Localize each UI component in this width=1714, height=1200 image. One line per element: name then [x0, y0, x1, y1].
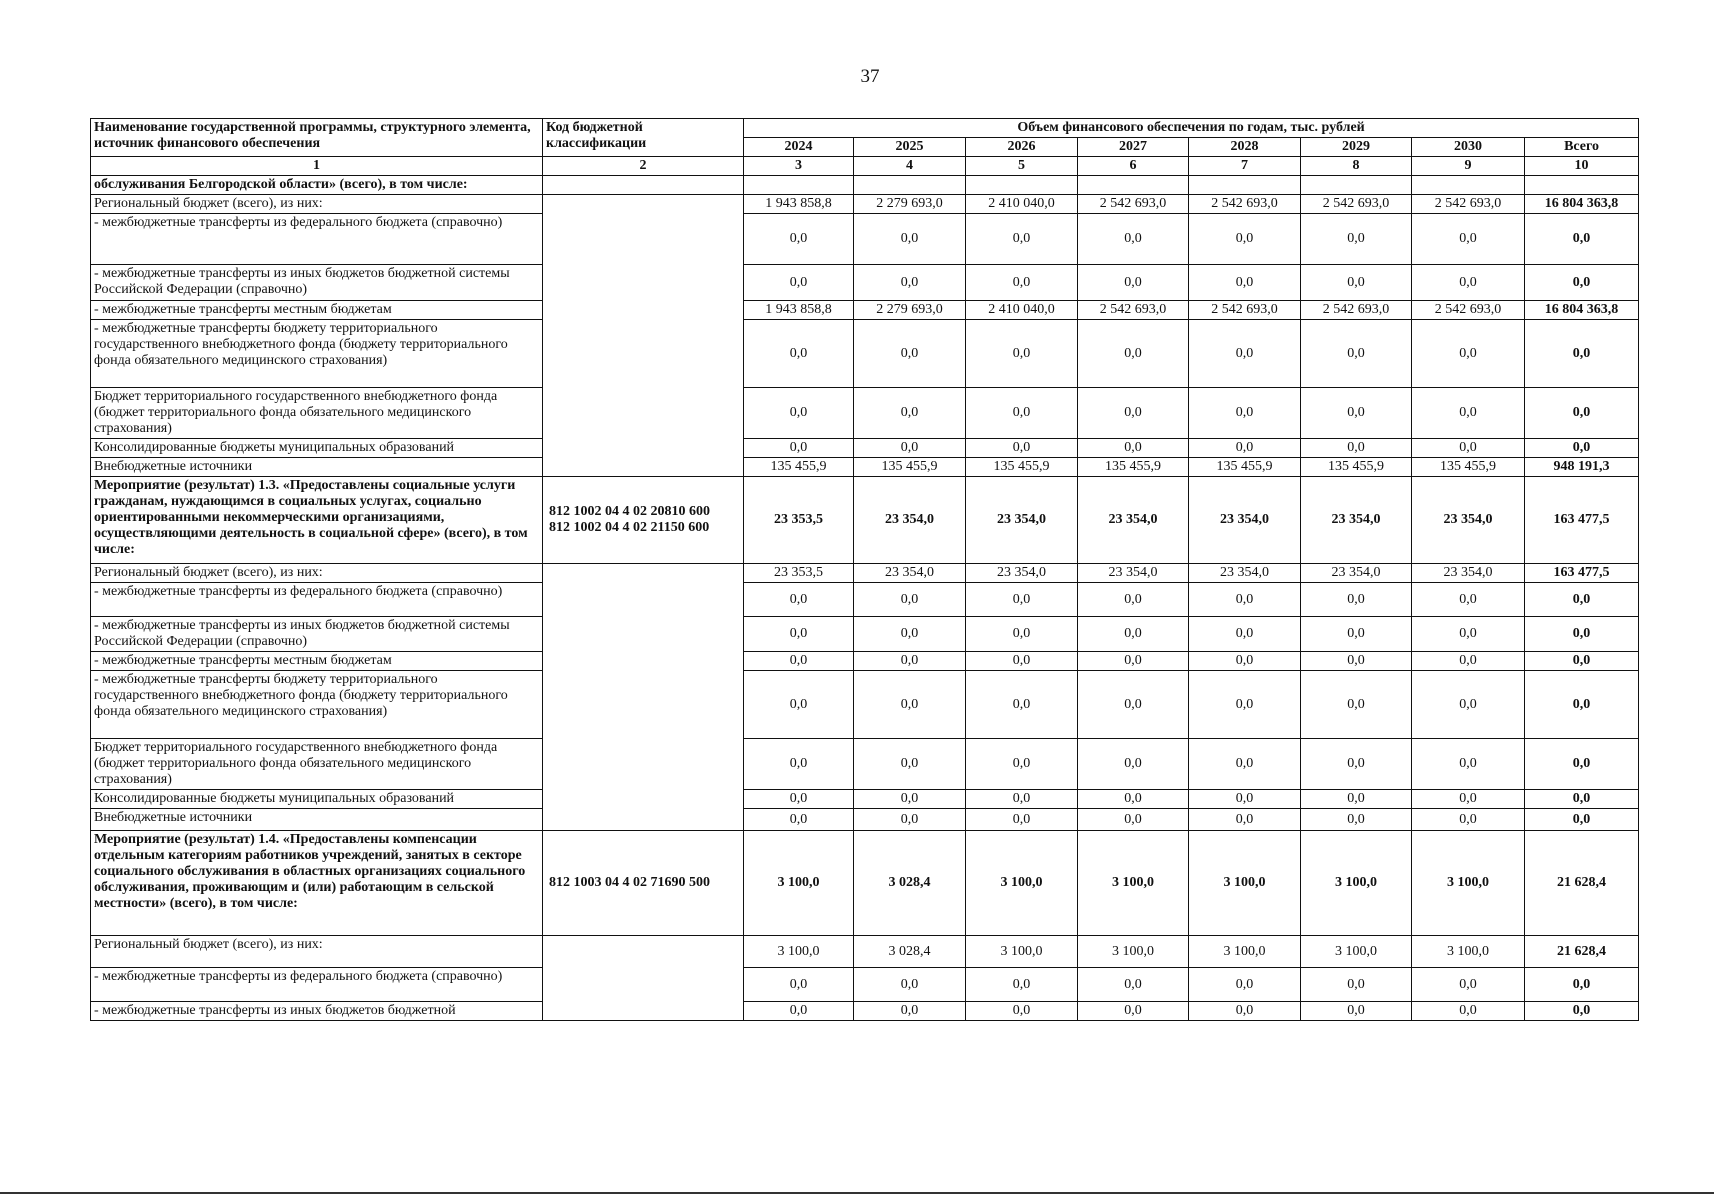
value-cell: 2 542 693,0 — [1189, 195, 1301, 214]
value-cell: 2 279 693,0 — [854, 301, 966, 320]
value-cell: 135 455,9 — [1412, 458, 1525, 477]
value-cell: 0,0 — [966, 265, 1078, 301]
value-cell: 0,0 — [1301, 968, 1412, 1002]
value-cell: 0,0 — [1078, 265, 1189, 301]
value-cell: 1 943 858,8 — [744, 301, 854, 320]
budget-code: 812 1002 04 4 02 21150 600 — [549, 520, 710, 535]
value-cell: 0,0 — [1189, 1002, 1301, 1021]
value-cell: 23 354,0 — [1189, 477, 1301, 564]
value-cell: 0,0 — [744, 652, 854, 671]
column-index: 2 — [543, 157, 744, 176]
row-label: - межбюджетные трансферты из иных бюджетов бюджетной — [91, 1002, 543, 1021]
value-cell: 3 028,4 — [854, 936, 966, 968]
value-cell: 0,0 — [854, 265, 966, 301]
table-row — [91, 564, 1639, 583]
table-row — [91, 671, 1639, 739]
value-cell: 3 100,0 — [744, 936, 854, 968]
budget-code-cell — [543, 477, 744, 564]
value-cell: 0,0 — [1412, 1002, 1525, 1021]
value-cell: 23 354,0 — [966, 564, 1078, 583]
table-row — [91, 790, 1639, 809]
financing-table — [90, 118, 1639, 1021]
column-index: 7 — [1189, 157, 1301, 176]
table-row — [91, 320, 1639, 388]
row-label: Бюджет территориального государственного внебюджетного фонда (бюджет территориального фонда обязательного медицинского страхования) — [91, 388, 543, 439]
value-cell: 0,0 — [854, 214, 966, 265]
total-cell: 0,0 — [1525, 968, 1639, 1002]
total-cell: 163 477,5 — [1525, 477, 1639, 564]
value-cell: 0,0 — [1412, 652, 1525, 671]
empty-cell — [966, 176, 1078, 195]
total-cell: 16 804 363,8 — [1525, 195, 1639, 214]
value-cell: 0,0 — [1189, 214, 1301, 265]
row-label: Бюджет территориального государственного внебюджетного фонда (бюджет территориального фонда обязательного медицинского страхования) — [91, 739, 543, 790]
value-cell: 135 455,9 — [854, 458, 966, 477]
value-cell: 3 100,0 — [1301, 936, 1412, 968]
value-cell: 0,0 — [1189, 320, 1301, 388]
code-cell-empty — [543, 936, 744, 1021]
value-cell: 0,0 — [744, 320, 854, 388]
value-cell: 0,0 — [744, 671, 854, 739]
value-cell: 0,0 — [1412, 968, 1525, 1002]
value-cell: 0,0 — [1412, 809, 1525, 831]
section-title-row — [91, 477, 1639, 564]
value-cell: 0,0 — [1189, 652, 1301, 671]
value-cell: 0,0 — [854, 583, 966, 617]
value-cell: 0,0 — [744, 739, 854, 790]
table-row — [91, 968, 1639, 1002]
table-row — [91, 301, 1639, 320]
section-title: Мероприятие (результат) 1.3. «Предоставлены социальные услуги гражданам, нуждающимся в социальных услугах, социально ориентированными некоммерческими организациями, осуществляющими деятельность в социальной сфере» (всего), в том числе: — [91, 477, 543, 564]
empty-cell — [1301, 176, 1412, 195]
value-cell: 2 542 693,0 — [1301, 301, 1412, 320]
total-cell: 948 191,3 — [1525, 458, 1639, 477]
table-row — [91, 439, 1639, 458]
value-cell: 0,0 — [1078, 809, 1189, 831]
value-cell: 0,0 — [1412, 617, 1525, 652]
value-cell: 0,0 — [854, 1002, 966, 1021]
value-cell: 3 100,0 — [1301, 831, 1412, 936]
value-cell: 0,0 — [1301, 652, 1412, 671]
code-cell-empty — [543, 176, 744, 195]
value-cell: 0,0 — [1412, 265, 1525, 301]
column-index: 9 — [1412, 157, 1525, 176]
value-cell: 0,0 — [744, 617, 854, 652]
row-label: Внебюджетные источники — [91, 458, 543, 477]
value-cell: 0,0 — [854, 439, 966, 458]
value-cell: 0,0 — [1078, 214, 1189, 265]
value-cell: 0,0 — [1189, 671, 1301, 739]
row-label: - межбюджетные трансферты из иных бюджетов бюджетной системы Российской Федерации (справочно) — [91, 265, 543, 301]
header-code-column: Код бюджетной классификации — [543, 119, 744, 157]
table-row — [91, 739, 1639, 790]
value-cell: 0,0 — [1301, 617, 1412, 652]
value-cell: 0,0 — [744, 439, 854, 458]
column-index: 6 — [1078, 157, 1189, 176]
column-index-row — [91, 157, 1639, 176]
value-cell: 23 354,0 — [1078, 477, 1189, 564]
value-cell: 135 455,9 — [744, 458, 854, 477]
value-cell: 0,0 — [854, 671, 966, 739]
header-name-column: Наименование государственной программы, структурного элемента, источник финансового обеспечения — [91, 119, 543, 157]
value-cell: 3 100,0 — [1412, 936, 1525, 968]
row-label: - межбюджетные трансферты местным бюджетам — [91, 652, 543, 671]
empty-cell — [1189, 176, 1301, 195]
value-cell: 0,0 — [1189, 388, 1301, 439]
value-cell: 23 354,0 — [1078, 564, 1189, 583]
row-label: Консолидированные бюджеты муниципальных образований — [91, 790, 543, 809]
row-label: Региональный бюджет (всего), из них: — [91, 564, 543, 583]
table-row — [91, 936, 1639, 968]
row-label: - межбюджетные трансферты из иных бюджетов бюджетной системы Российской Федерации (справочно) — [91, 617, 543, 652]
value-cell: 0,0 — [1078, 439, 1189, 458]
value-cell: 0,0 — [1189, 790, 1301, 809]
value-cell: 23 354,0 — [966, 477, 1078, 564]
value-cell: 0,0 — [854, 790, 966, 809]
empty-cell — [854, 176, 966, 195]
total-cell: 0,0 — [1525, 790, 1639, 809]
value-cell: 0,0 — [1189, 583, 1301, 617]
table-row — [91, 265, 1639, 301]
value-cell: 3 100,0 — [1189, 831, 1301, 936]
value-cell: 0,0 — [744, 214, 854, 265]
value-cell: 0,0 — [1412, 790, 1525, 809]
value-cell: 0,0 — [1412, 320, 1525, 388]
total-cell: 21 628,4 — [1525, 936, 1639, 968]
value-cell: 3 100,0 — [1189, 936, 1301, 968]
value-cell: 0,0 — [1412, 671, 1525, 739]
value-cell: 0,0 — [966, 388, 1078, 439]
value-cell: 23 353,5 — [744, 477, 854, 564]
value-cell: 23 354,0 — [1412, 564, 1525, 583]
value-cell: 0,0 — [1301, 809, 1412, 831]
value-cell: 0,0 — [966, 790, 1078, 809]
value-cell: 0,0 — [966, 1002, 1078, 1021]
value-cell: 135 455,9 — [1189, 458, 1301, 477]
header-year: 2027 — [1078, 138, 1189, 157]
section-title: обслуживания Белгородской области» (всего), в том числе: — [91, 176, 543, 195]
value-cell: 0,0 — [1078, 320, 1189, 388]
value-cell: 0,0 — [1301, 671, 1412, 739]
table-row — [91, 652, 1639, 671]
value-cell: 23 354,0 — [854, 477, 966, 564]
row-label: - межбюджетные трансферты бюджету территориального государственного внебюджетного фонда (бюджету территориального фонда обязательного медицинского страхования) — [91, 671, 543, 739]
value-cell: 3 028,4 — [854, 831, 966, 936]
column-index: 8 — [1301, 157, 1412, 176]
value-cell: 0,0 — [1412, 214, 1525, 265]
value-cell: 0,0 — [1301, 583, 1412, 617]
header-row — [91, 119, 1639, 138]
section-title: Мероприятие (результат) 1.4. «Предоставлены компенсации отдельным категориям работников учреждений, занятых в секторе социального обслуживания в областных организациях социального обслуживания, проживающим и (или) работающим в сельской местности» (всего), в том числе: — [91, 831, 543, 936]
total-cell: 0,0 — [1525, 583, 1639, 617]
row-label: - межбюджетные трансферты из федерального бюджета (справочно) — [91, 214, 543, 265]
value-cell: 0,0 — [1078, 617, 1189, 652]
value-cell: 23 353,5 — [744, 564, 854, 583]
value-cell: 0,0 — [966, 968, 1078, 1002]
value-cell: 0,0 — [1301, 388, 1412, 439]
row-label: Консолидированные бюджеты муниципальных образований — [91, 439, 543, 458]
value-cell: 0,0 — [854, 739, 966, 790]
value-cell: 23 354,0 — [1412, 477, 1525, 564]
value-cell: 0,0 — [744, 388, 854, 439]
row-label: - межбюджетные трансферты местным бюджетам — [91, 301, 543, 320]
value-cell: 0,0 — [854, 388, 966, 439]
total-cell: 0,0 — [1525, 617, 1639, 652]
table-row — [91, 388, 1639, 439]
value-cell: 3 100,0 — [1412, 831, 1525, 936]
value-cell: 0,0 — [1301, 320, 1412, 388]
value-cell: 2 542 693,0 — [1412, 301, 1525, 320]
value-cell: 0,0 — [744, 265, 854, 301]
value-cell: 3 100,0 — [966, 831, 1078, 936]
value-cell: 2 279 693,0 — [854, 195, 966, 214]
value-cell: 2 542 693,0 — [1412, 195, 1525, 214]
value-cell: 23 354,0 — [854, 564, 966, 583]
value-cell: 0,0 — [1301, 439, 1412, 458]
budget-code: 812 1002 04 4 02 20810 600 — [549, 504, 710, 519]
value-cell: 0,0 — [1078, 388, 1189, 439]
section-title-row — [91, 176, 1639, 195]
value-cell: 0,0 — [854, 320, 966, 388]
value-cell: 0,0 — [966, 809, 1078, 831]
empty-cell — [1078, 176, 1189, 195]
value-cell: 0,0 — [1301, 214, 1412, 265]
value-cell: 0,0 — [744, 968, 854, 1002]
value-cell: 23 354,0 — [1301, 477, 1412, 564]
value-cell: 0,0 — [966, 739, 1078, 790]
value-cell: 2 542 693,0 — [1078, 301, 1189, 320]
header-year: 2030 — [1412, 138, 1525, 157]
budget-code-cell: 812 1003 04 4 02 71690 500 — [543, 831, 744, 936]
total-cell: 16 804 363,8 — [1525, 301, 1639, 320]
value-cell: 135 455,9 — [1301, 458, 1412, 477]
column-index: 4 — [854, 157, 966, 176]
value-cell: 0,0 — [854, 617, 966, 652]
value-cell: 0,0 — [1078, 671, 1189, 739]
value-cell: 2 542 693,0 — [1189, 301, 1301, 320]
column-index: 5 — [966, 157, 1078, 176]
value-cell: 0,0 — [1189, 617, 1301, 652]
value-cell: 0,0 — [1189, 809, 1301, 831]
header-year: 2024 — [744, 138, 854, 157]
total-cell: 0,0 — [1525, 265, 1639, 301]
column-index: 10 — [1525, 157, 1639, 176]
value-cell: 0,0 — [966, 439, 1078, 458]
value-cell: 3 100,0 — [1078, 831, 1189, 936]
header-year: 2029 — [1301, 138, 1412, 157]
value-cell: 2 410 040,0 — [966, 195, 1078, 214]
value-cell: 0,0 — [1078, 583, 1189, 617]
empty-cell — [1525, 176, 1639, 195]
total-cell: 0,0 — [1525, 739, 1639, 790]
value-cell: 0,0 — [1189, 968, 1301, 1002]
value-cell: 0,0 — [1301, 790, 1412, 809]
value-cell: 2 542 693,0 — [1301, 195, 1412, 214]
value-cell: 0,0 — [744, 1002, 854, 1021]
value-cell: 0,0 — [1078, 739, 1189, 790]
value-cell: 0,0 — [1189, 739, 1301, 790]
row-label: Внебюджетные источники — [91, 809, 543, 831]
column-index: 1 — [91, 157, 543, 176]
total-cell: 21 628,4 — [1525, 831, 1639, 936]
value-cell: 3 100,0 — [744, 831, 854, 936]
row-label: Региональный бюджет (всего), из них: — [91, 195, 543, 214]
value-cell: 1 943 858,8 — [744, 195, 854, 214]
total-cell: 0,0 — [1525, 809, 1639, 831]
total-cell: 0,0 — [1525, 388, 1639, 439]
value-cell: 0,0 — [1301, 739, 1412, 790]
value-cell: 0,0 — [854, 968, 966, 1002]
value-cell: 2 542 693,0 — [1078, 195, 1189, 214]
table-row — [91, 458, 1639, 477]
column-index: 3 — [744, 157, 854, 176]
table-row — [91, 214, 1639, 265]
header-year: 2026 — [966, 138, 1078, 157]
value-cell: 0,0 — [966, 320, 1078, 388]
table-row — [91, 195, 1639, 214]
value-cell: 3 100,0 — [1078, 936, 1189, 968]
value-cell: 3 100,0 — [966, 936, 1078, 968]
value-cell: 0,0 — [1189, 439, 1301, 458]
row-label: - межбюджетные трансферты из федерального бюджета (справочно) — [91, 968, 543, 1002]
row-label: Региональный бюджет (всего), из них: — [91, 936, 543, 968]
value-cell: 0,0 — [1412, 388, 1525, 439]
total-cell: 163 477,5 — [1525, 564, 1639, 583]
value-cell: 0,0 — [1078, 1002, 1189, 1021]
value-cell: 0,0 — [1412, 439, 1525, 458]
value-cell: 0,0 — [854, 809, 966, 831]
value-cell: 0,0 — [1189, 265, 1301, 301]
value-cell: 0,0 — [966, 671, 1078, 739]
table-row — [91, 809, 1639, 831]
section-title-row — [91, 831, 1639, 936]
total-cell: 0,0 — [1525, 671, 1639, 739]
value-cell: 0,0 — [966, 617, 1078, 652]
header-volume: Объем финансового обеспечения по годам, тыс. рублей — [744, 119, 1639, 138]
value-cell: 23 354,0 — [1301, 564, 1412, 583]
total-cell: 0,0 — [1525, 439, 1639, 458]
value-cell: 0,0 — [966, 652, 1078, 671]
header-total: Всего — [1525, 138, 1639, 157]
total-cell: 0,0 — [1525, 1002, 1639, 1021]
value-cell: 135 455,9 — [966, 458, 1078, 477]
value-cell: 0,0 — [1078, 790, 1189, 809]
page-edge-rule — [0, 1192, 1714, 1194]
value-cell: 0,0 — [854, 652, 966, 671]
header-year: 2025 — [854, 138, 966, 157]
page-number: 37 — [860, 66, 880, 87]
total-cell: 0,0 — [1525, 652, 1639, 671]
value-cell: 0,0 — [744, 809, 854, 831]
value-cell: 0,0 — [744, 790, 854, 809]
header-year: 2028 — [1189, 138, 1301, 157]
value-cell: 0,0 — [1078, 652, 1189, 671]
value-cell: 0,0 — [744, 583, 854, 617]
value-cell: 0,0 — [966, 214, 1078, 265]
value-cell: 23 354,0 — [1189, 564, 1301, 583]
row-label: - межбюджетные трансферты из федерального бюджета (справочно) — [91, 583, 543, 617]
empty-cell — [744, 176, 854, 195]
total-cell: 0,0 — [1525, 320, 1639, 388]
value-cell: 2 410 040,0 — [966, 301, 1078, 320]
code-cell-empty — [543, 195, 744, 477]
value-cell: 0,0 — [1412, 583, 1525, 617]
value-cell: 0,0 — [1301, 265, 1412, 301]
value-cell: 0,0 — [1301, 1002, 1412, 1021]
code-cell-empty — [543, 564, 744, 831]
value-cell: 0,0 — [1412, 739, 1525, 790]
empty-cell — [1412, 176, 1525, 195]
total-cell: 0,0 — [1525, 214, 1639, 265]
table-row — [91, 617, 1639, 652]
table-row — [91, 1002, 1639, 1021]
value-cell: 135 455,9 — [1078, 458, 1189, 477]
row-label: - межбюджетные трансферты бюджету территориального государственного внебюджетного фонда (бюджету территориального фонда обязательного медицинского страхования) — [91, 320, 543, 388]
value-cell: 0,0 — [1078, 968, 1189, 1002]
table-row — [91, 583, 1639, 617]
value-cell: 0,0 — [966, 583, 1078, 617]
